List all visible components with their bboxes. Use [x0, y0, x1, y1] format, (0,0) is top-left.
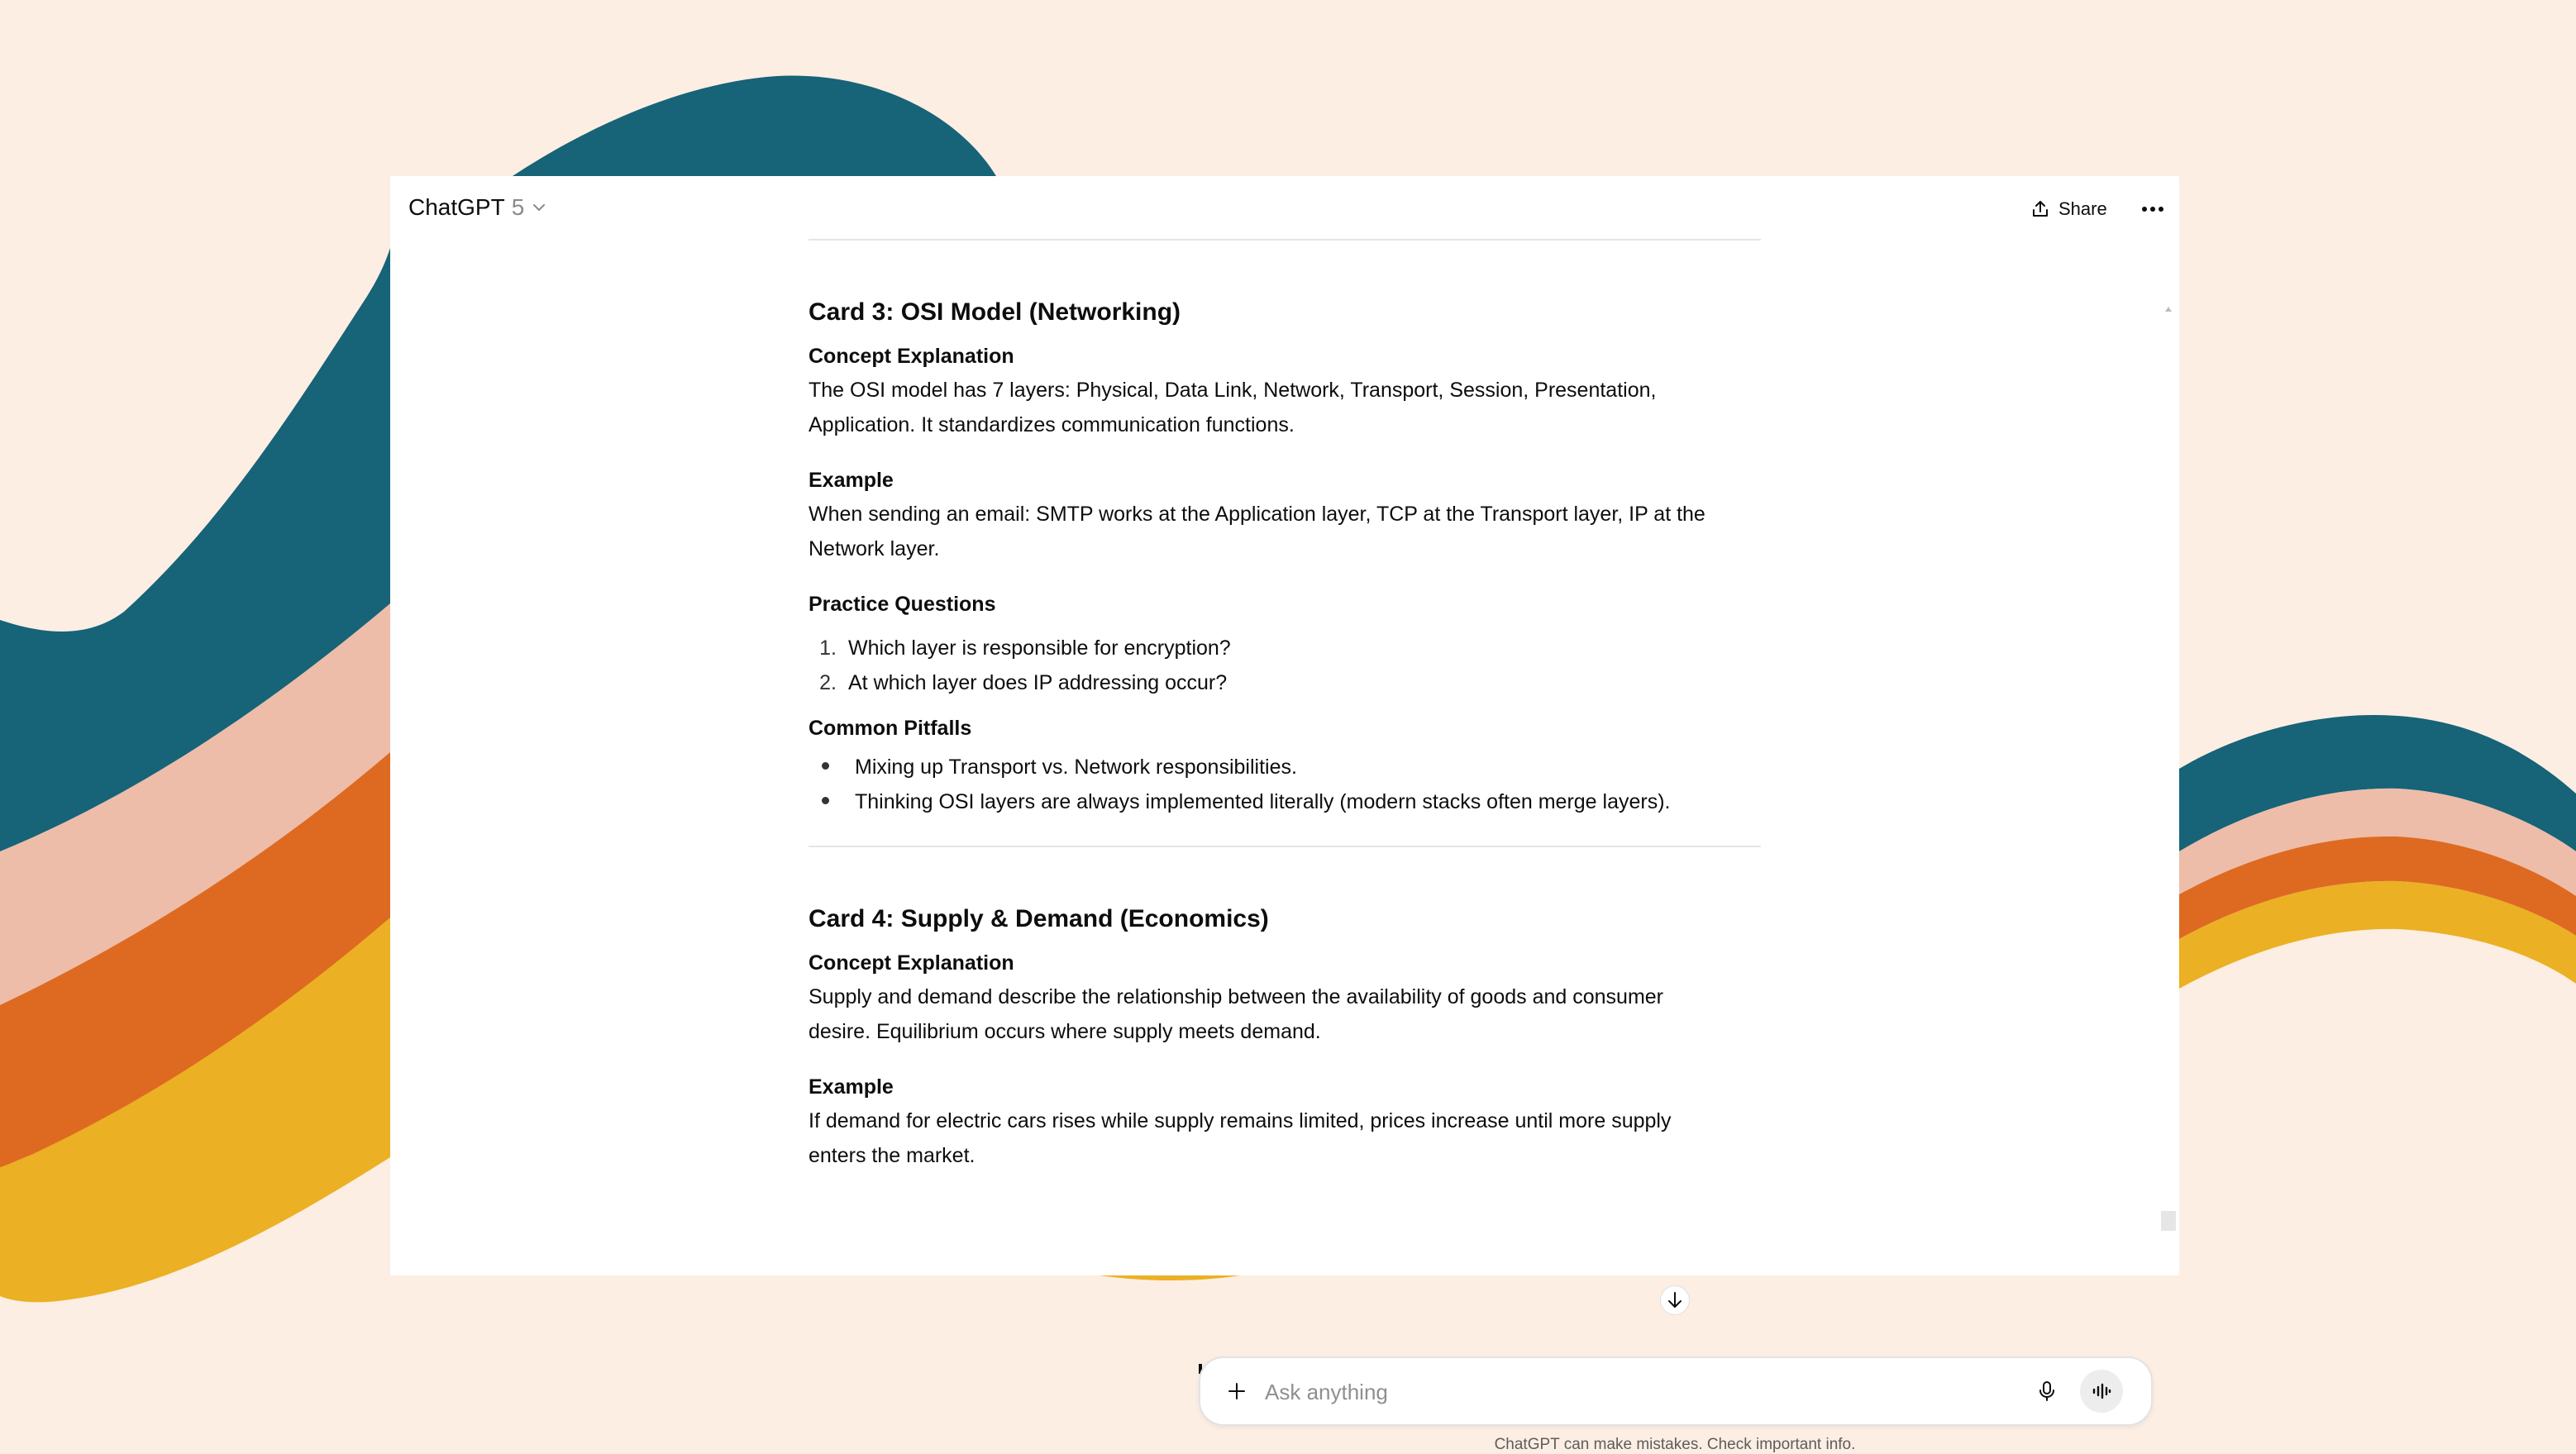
list-item-text: Thinking OSI layers are always implemented literally (modern stacks often merge layers).: [855, 790, 1671, 813]
dictate-button[interactable]: [2030, 1375, 2063, 1408]
text-line: Application. It standardizes communication functions.: [809, 413, 1295, 436]
scroll-up-arrow-icon[interactable]: [2164, 305, 2173, 313]
list-item-text: Mixing up Transport vs. Network responsibilities.: [855, 756, 1297, 779]
share-icon: [2030, 199, 2050, 219]
share-button[interactable]: [2030, 193, 2107, 226]
model-picker[interactable]: [408, 191, 547, 224]
voice-mode-button[interactable]: [2080, 1370, 2123, 1413]
chat-window: [390, 176, 2179, 1453]
scroll-to-bottom-button[interactable]: [1660, 1285, 1690, 1315]
list-item: [809, 784, 1671, 819]
list-item: [809, 750, 1297, 784]
section-heading: Concept Explanation: [809, 345, 1014, 368]
section-heading: Example: [809, 1075, 894, 1099]
more-horizontal-icon: [2141, 206, 2164, 212]
list-number: 1.: [819, 636, 837, 660]
card-title: Card 4: Supply & Demand (Economics): [809, 905, 1269, 932]
text-line: The OSI model has 7 layers: Physical, Data Link, Network, Transport, Session, Presentation,: [809, 379, 1657, 402]
section-heading: Common Pitfalls: [809, 717, 972, 740]
text-line: Supply and demand describe the relationship between the availability of goods and consumer: [809, 985, 1663, 1008]
list-number: 2.: [819, 671, 837, 694]
add-attachment-button[interactable]: [1222, 1376, 1252, 1406]
conversation-scroll-area[interactable]: [390, 239, 2179, 1275]
wave-yellow-bottom: [1100, 1275, 1240, 1280]
voice-mode-icon: [2092, 1383, 2111, 1399]
scrollbar-thumb[interactable]: [2161, 1211, 2176, 1231]
concept-text: [809, 373, 1761, 442]
text-line: If demand for electric cars rises while supply remains limited, prices increase until more supply: [809, 1109, 1672, 1132]
concept-text: [809, 980, 1761, 1049]
section-heading: Example: [809, 469, 894, 492]
composer: [1199, 1356, 2153, 1426]
text-line: enters the market.: [809, 1144, 976, 1167]
section-heading: Practice Questions: [809, 593, 996, 616]
model-version: 5: [511, 194, 525, 220]
text-line: desire. Equilibrium occurs where supply meets demand.: [809, 1020, 1321, 1043]
list-item-text: Which layer is responsible for encryption?: [848, 636, 1231, 660]
list-item: [809, 665, 1227, 700]
section-heading: Concept Explanation: [809, 951, 1014, 975]
card-title: Card 3: OSI Model (Networking): [809, 298, 1181, 326]
disclaimer-text: ChatGPT can make mistakes. Check important info.: [1494, 1436, 1856, 1453]
chevron-down-icon: [531, 199, 547, 216]
list-item-text: At which layer does IP addressing occur?: [848, 671, 1228, 694]
example-text: [809, 497, 1761, 566]
list-item: [809, 631, 1231, 665]
text-line: Network layer.: [809, 537, 940, 560]
wave-teal-top: [513, 76, 996, 176]
bullet: [822, 762, 829, 770]
arrow-down-icon: [1667, 1291, 1683, 1309]
plus-icon: [1227, 1381, 1247, 1401]
microphone-icon: [2037, 1380, 2057, 1402]
prompt-input[interactable]: [1263, 1375, 2011, 1409]
divider: [809, 239, 1761, 241]
top-bar: [390, 176, 2179, 239]
app-title: ChatGPT: [408, 194, 505, 220]
divider: [809, 846, 1761, 847]
share-label: Share: [2058, 198, 2107, 219]
example-text: [809, 1104, 1761, 1173]
more-options-button[interactable]: [2136, 193, 2169, 226]
text-line: When sending an email: SMTP works at the Application layer, TCP at the Transport layer, IP at the: [809, 503, 1705, 526]
bullet: [822, 797, 829, 804]
